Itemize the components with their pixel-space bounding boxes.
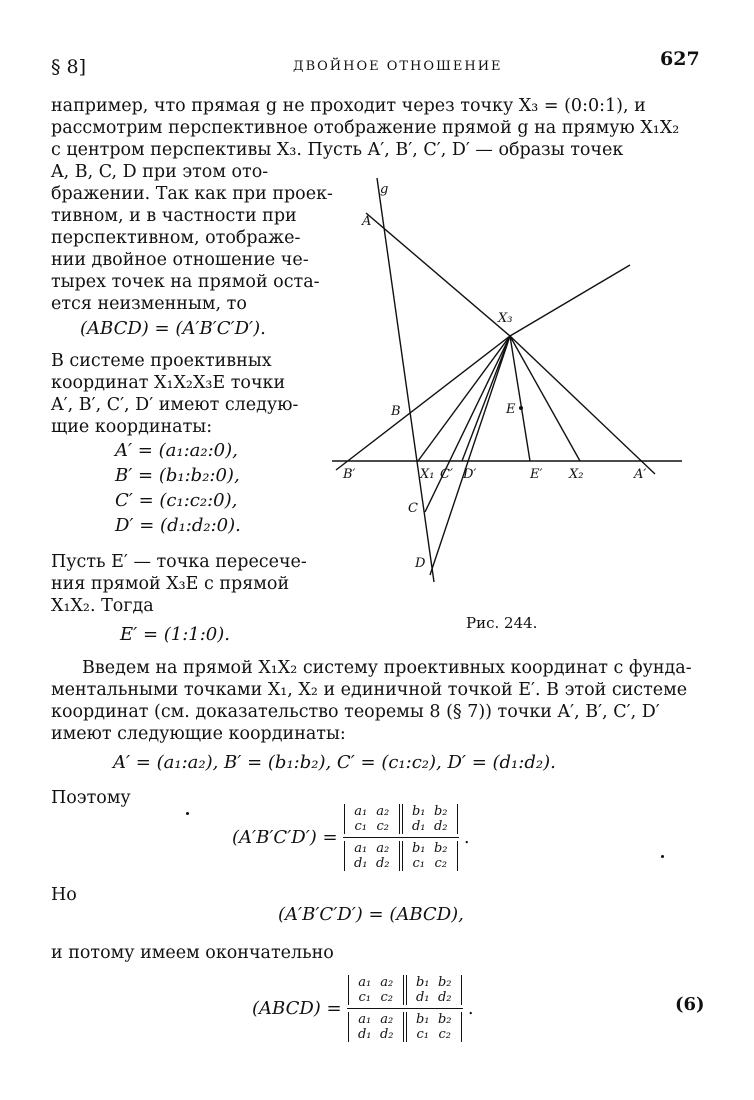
left-col-line: координат X₁X₂X₃E точки bbox=[51, 373, 286, 393]
equation-number: (6) bbox=[675, 994, 705, 1015]
left-col-line: бражении. Так как при проек- bbox=[51, 184, 333, 204]
label-bp: B′ bbox=[343, 467, 356, 482]
figure-caption: Рис. 244. bbox=[466, 614, 538, 632]
coord-A: A′ = (a₁:a₂:0), bbox=[115, 440, 238, 461]
label-x2: X₂ bbox=[569, 467, 584, 482]
label-a: A bbox=[362, 214, 372, 229]
intro-line-1: например, что прямая g не проходит через точку X₃ = (0:0:1), и bbox=[51, 96, 646, 116]
left-col-line: A′, B′, C′, D′ имеют следую- bbox=[51, 395, 299, 415]
running-title: ДВОЙНОЕ ОТНОШЕНИЕ bbox=[293, 59, 503, 74]
formula-final: (ABCD) = a₁ a₂ c₁ c₂b₁ b₂ d₁ d₂ a₁ a₂ d₁ d₂b₁ b₂ c₁ c₂ . bbox=[252, 975, 474, 1042]
det-ad: a₁ a₂ d₁ d₂ bbox=[344, 841, 400, 871]
left-col-line: нии двойное отношение че- bbox=[51, 250, 309, 270]
line-a-x3 bbox=[366, 213, 513, 336]
det-ac: a₁ a₂ c₁ c₂ bbox=[344, 804, 400, 834]
det-bd: b₁ b₂ d₁ d₂ bbox=[402, 804, 458, 834]
section-ref: § 8] bbox=[51, 56, 87, 78]
formula-final-lhs: (ABCD) = bbox=[252, 998, 342, 1019]
coord-D: D′ = (d₁:d₂:0). bbox=[115, 515, 241, 536]
label-d: D bbox=[415, 556, 426, 571]
coord-C: C′ = (c₁:c₂:0), bbox=[115, 490, 238, 511]
left-col-line: В системе проективных bbox=[51, 351, 272, 371]
equation-coords2: A′ = (a₁:a₂), B′ = (b₁:b₂), C′ = (c₁:c₂), D′ = (d₁:d₂). bbox=[113, 752, 556, 773]
print-speck bbox=[661, 855, 664, 858]
fraction-denominator bbox=[343, 838, 459, 871]
label-x3: X₃ bbox=[498, 311, 513, 326]
formula-prime: (A′B′C′D′) = a₁ a₂ c₁ c₂b₁ b₂ d₁ d₂ a₁ a₂ d₁ d₂b₁ b₂ c₁ c₂ . bbox=[232, 804, 470, 871]
line-g bbox=[377, 178, 434, 582]
equation-invariance: (ABCD) = (A′B′C′D′). bbox=[80, 318, 266, 339]
word-therefore: Поэтому bbox=[51, 788, 131, 808]
page-number: 627 bbox=[660, 48, 700, 70]
label-b: B bbox=[391, 404, 401, 419]
final-text: и потому имеем окончательно bbox=[51, 943, 334, 963]
intro-line-2: рассмотрим перспективное отображение прямой g на прямую X₁X₂ bbox=[51, 118, 680, 138]
label-e: E bbox=[506, 402, 516, 417]
left-col-line: щие координаты: bbox=[51, 417, 213, 437]
line-x3-ne bbox=[510, 265, 630, 336]
det-bc: b₁ b₂ c₁ c₂ bbox=[406, 1012, 462, 1042]
ray-x3-ap bbox=[510, 336, 655, 474]
left-col-line: тырех точек на прямой оста- bbox=[51, 272, 320, 292]
det-bc: b₁ b₂ c₁ c₂ bbox=[402, 841, 458, 871]
para2-line: имеют следующие координаты: bbox=[51, 724, 346, 744]
coord-B: B′ = (b₁:b₂:0), bbox=[115, 465, 240, 486]
label-g: g bbox=[380, 182, 389, 197]
print-speck bbox=[186, 812, 189, 815]
cross-ratio-fraction bbox=[343, 804, 459, 871]
left-col-line: X₁X₂. Тогда bbox=[51, 596, 154, 616]
line-x3-x1 bbox=[418, 336, 510, 461]
line-x3-d bbox=[430, 336, 510, 575]
det-ad: a₁ a₂ d₁ d₂ bbox=[348, 1012, 404, 1042]
equation-equal: (A′B′C′D′) = (ABCD), bbox=[278, 904, 464, 925]
left-col-line: ния прямой X₃E с прямой bbox=[51, 574, 290, 594]
equation-eprime: E′ = (1:1:0). bbox=[120, 624, 231, 645]
formula-lhs: (A′B′C′D′) = bbox=[232, 827, 338, 848]
fraction-numerator bbox=[347, 975, 463, 1009]
line-x3-cp bbox=[425, 336, 510, 512]
left-col-line: Пусть E′ — точка пересече- bbox=[51, 552, 307, 572]
label-dp: D′ bbox=[463, 467, 477, 482]
label-c: C bbox=[408, 501, 418, 516]
left-col-line: ется неизменным, то bbox=[51, 294, 247, 314]
cross-ratio-fraction-final bbox=[347, 975, 463, 1042]
det-bd: b₁ b₂ d₁ d₂ bbox=[406, 975, 462, 1005]
point-e-dot bbox=[519, 406, 523, 410]
left-col-line: A, B, C, D при этом ото- bbox=[51, 162, 269, 182]
figure-244 bbox=[320, 170, 690, 600]
para2-line: Введем на прямой X₁X₂ систему проективных координат с фунда- bbox=[82, 658, 692, 678]
label-ap: A′ bbox=[634, 467, 647, 482]
para2-line: ментальными точками X₁, X₂ и единичной точкой E′. В этой системе bbox=[51, 680, 688, 700]
para2-line: координат (см. доказательство теоремы 8 (§ 7)) точки A′, B′, C′, D′ bbox=[51, 702, 660, 722]
word-but: Но bbox=[51, 885, 77, 905]
intro-line-3: с центром перспективы X₃. Пусть A′, B′, C′, D′ — образы точек bbox=[51, 140, 624, 160]
fraction-numerator bbox=[343, 804, 459, 838]
fraction-denominator bbox=[347, 1009, 463, 1042]
label-ep: E′ bbox=[530, 467, 543, 482]
left-col-line: тивном, и в частности при bbox=[51, 206, 297, 226]
left-col-line: перспективном, отображе- bbox=[51, 228, 301, 248]
det-ac: a₁ a₂ c₁ c₂ bbox=[348, 975, 404, 1005]
label-cp: C′ bbox=[440, 467, 453, 482]
label-x1: X₁ bbox=[420, 467, 435, 482]
